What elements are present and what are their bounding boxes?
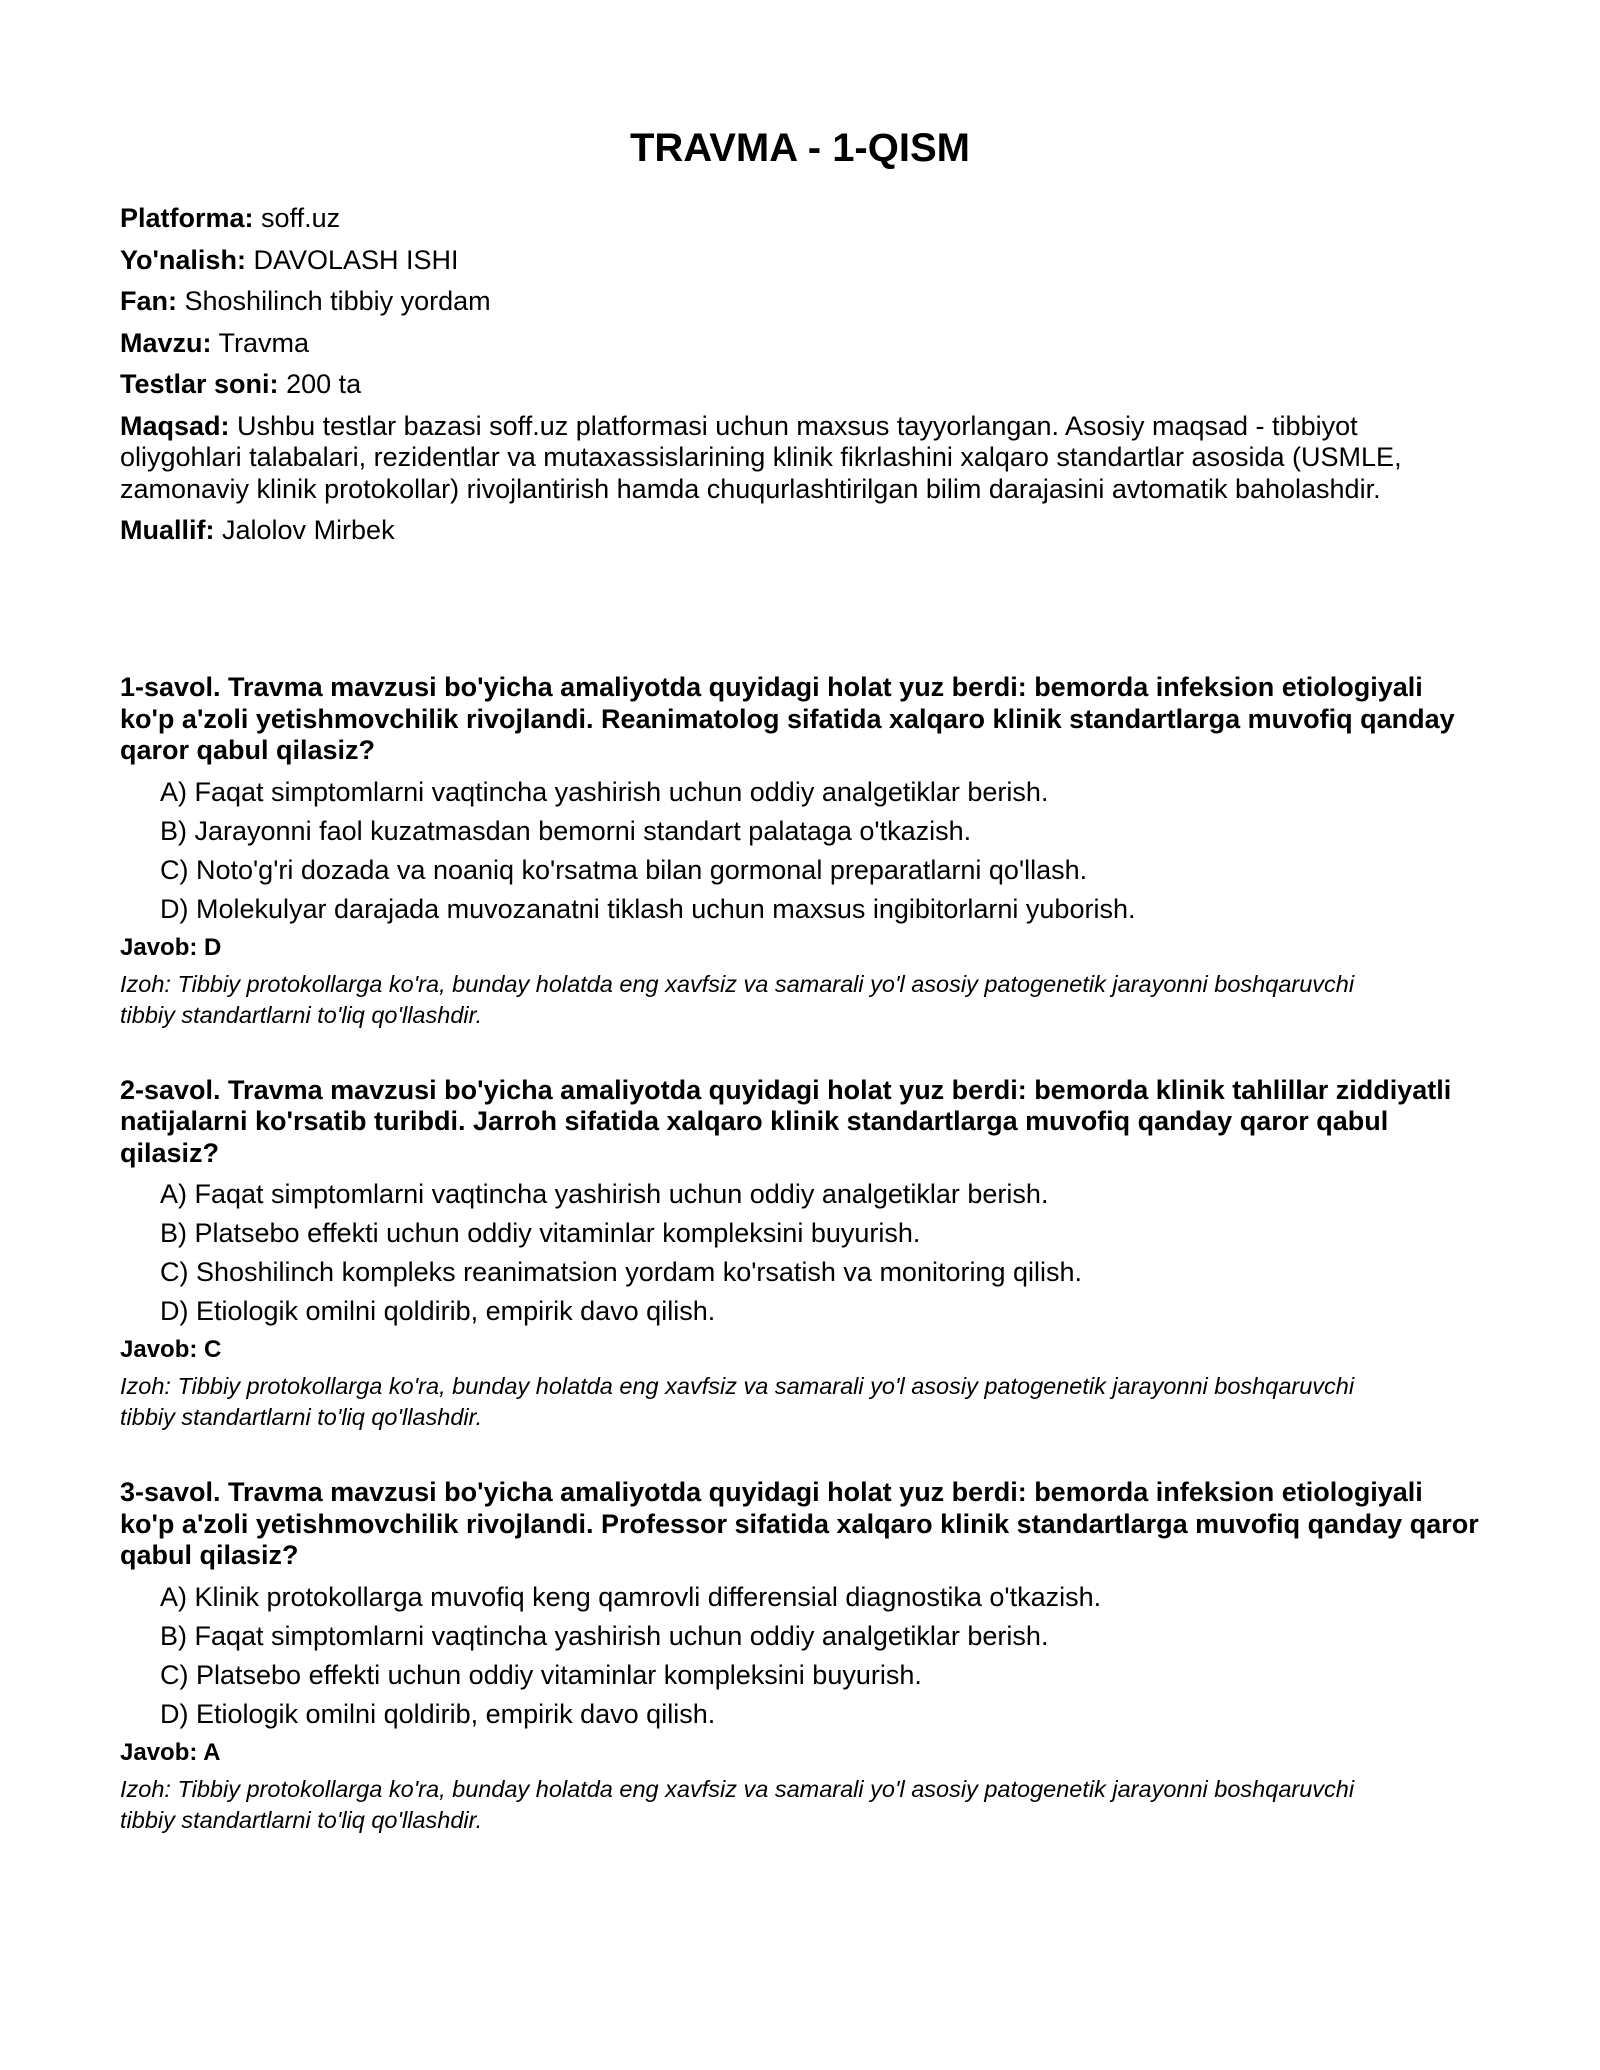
- explanation-note: Izoh: Tibbiy protokollarga ko'ra, bunday holatda eng xavfsiz va samarali yo'l asosiy patogenetik jarayonni boshqaruvchi tibbiy standartlarni to'liq qo'llashdir.: [120, 1775, 1355, 1833]
- question-text: 2-savol. Travma mavzusi bo'yicha amaliyotda quyidagi holat yuz berdi: bemorda klinik tahlillar ziddiyatli natijalarni ko'rsatib turibdi. Jarroh sifatida xalqaro klinik standartlarga muvofiq qanday qaror qabul qilasiz?: [120, 1074, 1452, 1168]
- meta-testlar-value: 200 ta: [286, 369, 362, 399]
- question-1: [120, 672, 1480, 1031]
- question-text: 3-savol. Travma mavzusi bo'yicha amaliyotda quyidagi holat yuz berdi: bemorda infeksion etiologiyali ko'p a'zoli yetishmovchilik rivojlandi. Professor sifatida xalqaro klinik standartlarga muvofiq qanday qaror qabul qilasiz?: [120, 1477, 1479, 1570]
- correct-answer: Javob: A: [120, 1738, 221, 1766]
- question-text: 1-savol. Travma mavzusi bo'yicha amaliyotda quyidagi holat yuz berdi: bemorda infeksion etiologiyali ko'p a'zoli yetishmovchilik rivojlandi. Reanimatolog sifatida xalqaro klinik standartlarga muvofiq qanday qaror qabul qilasiz?: [120, 672, 1455, 765]
- meta-platforma-value: soff.uz: [261, 203, 341, 233]
- option-b: B) Faqat simptomlarni vaqtincha yashirish uchun oddiy analgetiklar berish.: [160, 1620, 1049, 1651]
- question-2: [120, 1075, 1480, 1434]
- meta-muallif-label: Muallif:: [120, 515, 215, 545]
- explanation-note: Izoh: Tibbiy protokollarga ko'ra, bunday holatda eng xavfsiz va samarali yo'l asosiy patogenetik jarayonni boshqaruvchi tibbiy standartlarni to'liq qo'llashdir.: [120, 970, 1355, 1028]
- questions-list: [120, 672, 1480, 1880]
- option-c: C) Noto'g'ri dozada va noaniq ko'rsatma bilan gormonal preparatlarni qo'llash.: [160, 854, 1088, 885]
- meta-fan-value: Shoshilinch tibbiy yordam: [184, 286, 491, 316]
- meta-mavzu-value: Travma: [218, 327, 310, 358]
- option-d: D) Molekulyar darajada muvozanatni tiklash uchun maxsus ingibitorlarni yuborish.: [160, 893, 1136, 924]
- option-a: A) Klinik protokollarga muvofiq keng qamrovli differensial diagnostika o'tkazish.: [160, 1581, 1102, 1612]
- meta-fan-label: Fan:: [120, 286, 177, 316]
- question-3: [120, 1477, 1480, 1836]
- meta-testlar-label: Testlar soni:: [120, 369, 279, 399]
- option-c: C) Platsebo effekti uchun oddiy vitaminlar kompleksini buyurish.: [160, 1659, 922, 1690]
- meta-maqsad: [120, 411, 1480, 506]
- meta-muallif-value: Jalolov Mirbek: [222, 515, 395, 545]
- meta-mavzu-label: Mavzu:: [120, 327, 212, 358]
- meta-maqsad-label: Maqsad:: [120, 410, 230, 441]
- meta-yonalish-value: DAVOLASH ISHI: [253, 244, 459, 275]
- option-d: D) Etiologik omilni qoldirib, empirik davo qilish.: [160, 1296, 716, 1326]
- meta-platforma: [120, 203, 1480, 235]
- meta-yonalish-label: Yo'nalish:: [120, 244, 246, 275]
- correct-answer: Javob: D: [120, 933, 222, 961]
- document-title: TRAVMA - 1-QISM: [630, 126, 970, 170]
- option-c: C) Shoshilinch kompleks reanimatsion yordam ko'rsatish va monitoring qilish.: [160, 1257, 1083, 1287]
- meta-yonalish: [120, 245, 1480, 277]
- option-b: B) Jarayonni faol kuzatmasdan bemorni standart palataga o'tkazish.: [160, 815, 972, 846]
- answer-options: [120, 777, 1480, 925]
- meta-testlar-soni: [120, 369, 1480, 401]
- option-d: D) Etiologik omilni qoldirib, empirik davo qilish.: [160, 1698, 716, 1729]
- explanation-note: Izoh: Tibbiy protokollarga ko'ra, bunday holatda eng xavfsiz va samarali yo'l asosiy patogenetik jarayonni boshqaruvchi tibbiy standartlarni to'liq qo'llashdir.: [120, 1373, 1355, 1430]
- option-a: A) Faqat simptomlarni vaqtincha yashirish uchun oddiy analgetiklar berish.: [160, 776, 1049, 807]
- meta-maqsad-value: Ushbu testlar bazasi soff.uz platformasi uchun maxsus tayyorlangan. Asosiy maqsad - tibbiyot oliygohlari talabalari, rezidentlar va mutaxassislarining klinik fikrlashini xalqaro standartlar asosida (USMLE, zamonaviy klinik protokollar) rivojlantirish hamda chuqurlashtirilgan bilim darajasini avtomatik baholashdir.: [120, 410, 1402, 504]
- answer-options: [120, 1582, 1480, 1730]
- meta-fan: [120, 286, 1480, 318]
- correct-answer: Javob: C: [120, 1336, 222, 1363]
- option-a: A) Faqat simptomlarni vaqtincha yashirish uchun oddiy analgetiklar berish.: [160, 1179, 1049, 1209]
- document-metadata: [120, 203, 1480, 557]
- meta-mavzu: [120, 328, 1480, 360]
- meta-platforma-label: Platforma:: [120, 203, 254, 233]
- meta-muallif: [120, 515, 1480, 547]
- answer-options: [120, 1179, 1480, 1327]
- option-b: B) Platsebo effekti uchun oddiy vitaminlar kompleksini buyurish.: [160, 1218, 921, 1248]
